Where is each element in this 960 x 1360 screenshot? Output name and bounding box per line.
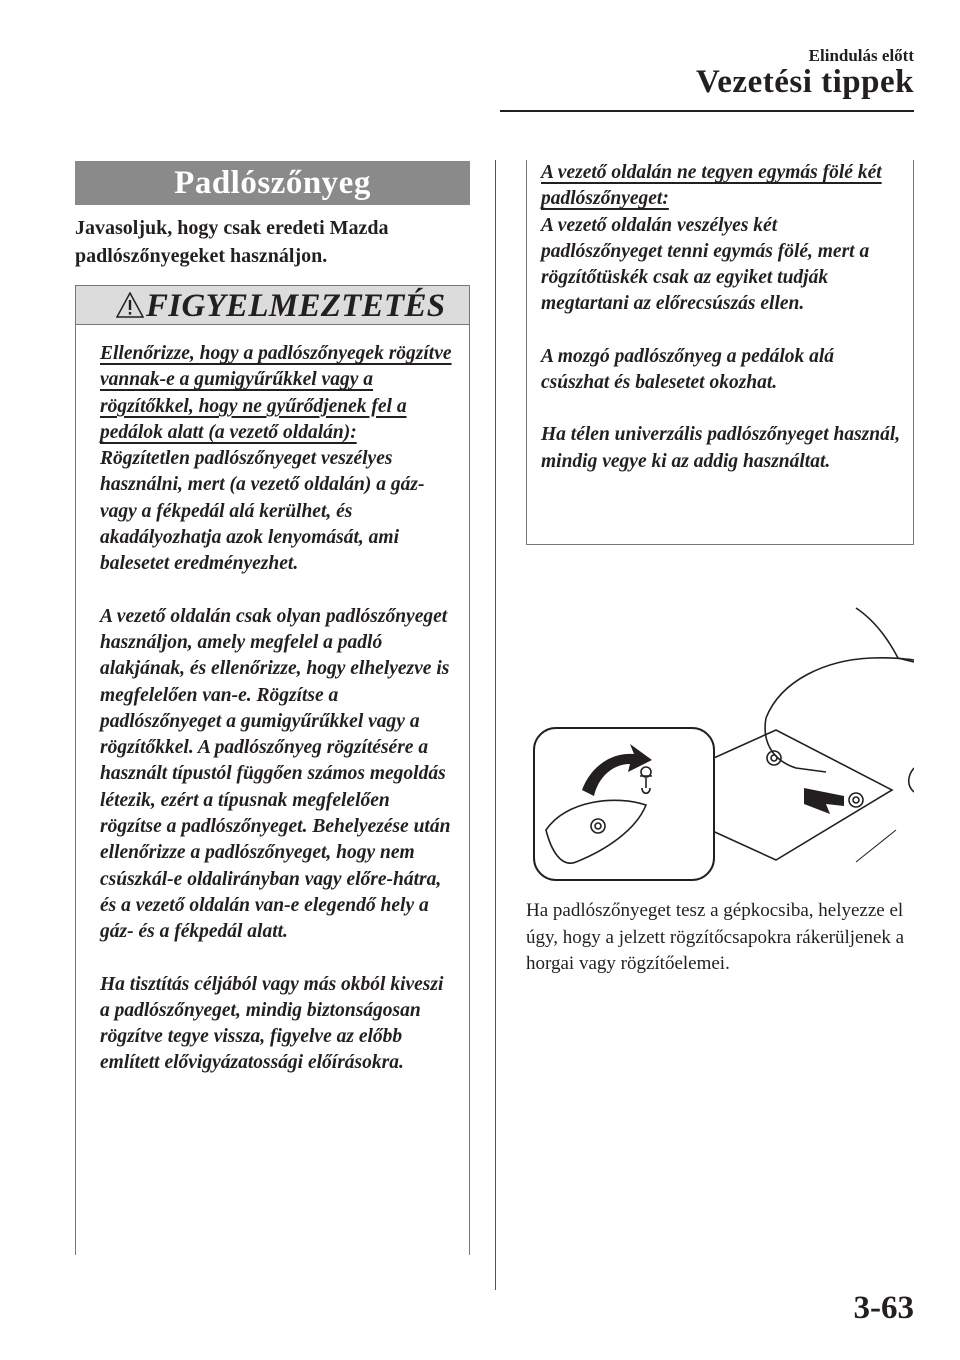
intro-text: Javasoljuk, hogy csak eredeti Mazda padlószőnyegeket használjon. — [75, 217, 389, 267]
header-rule — [500, 110, 914, 112]
chapter-header: Elindulás előtt — [808, 46, 914, 65]
page-number: 3-63 — [853, 1290, 914, 1326]
section-header: Vezetési tippek — [695, 64, 914, 100]
warning-paragraph-4: A vezető oldalán veszélyes két padlószőnyeget tenni egymás fölé, mert a rögzítőtüskék csak az egyiket tudják megtartani az előrecsúszás ellen. — [541, 214, 870, 315]
warning-paragraph-1: Rögzítetlen padlószőnyeget veszélyes használni, mert (a vezető oldalán) a gáz- vagy a fékpedál alá kerülhet, és akadályozhatja azok lenyomását, ami balesetet eredményezhet. — [100, 448, 425, 575]
warning-box-left — [75, 285, 470, 1255]
warning-title: FIGYELMEZTETÉS — [146, 288, 446, 324]
warning-body-right — [541, 160, 901, 501]
warning-triangle-icon — [116, 292, 144, 318]
section-title: Padlószőnyeg — [75, 161, 470, 205]
warning-box-right — [526, 160, 914, 545]
warning-heading-1: Ellenőrizze, hogy a padlószőnyegek rögzítve vannak-e a gumigyűrűkkel vagy a rögzítőkkel, hogy ne gyűrődjenek fel a pedálok alatt (a vezető oldalán): — [100, 343, 452, 443]
illustration-caption: Ha padlószőnyeget tesz a gépkocsiba, helyezze el úgy, hogy a jelzett rögzítőcsapokra rákerüljenek a horgai vagy rögzítőelemei. — [526, 900, 905, 974]
warning-paragraph-5: A mozgó padlószőnyeg a pedálok alá csúszhat és balesetet okozhat. — [541, 345, 835, 394]
warning-header — [76, 285, 469, 325]
warning-paragraph-2: A vezető oldalán csak olyan padlószőnyeget használjon, amely megfelel a padló alakjának, és ellenőrizze, hogy elhelyezve is megfelelően van-e. Rögzítse a padlószőnyeget a gumigyűrűkkel vagy a rögzítőkkel. A padlószőnyeg rögzítésére a használt típustól függően számos megoldás létezik, ezért a típusnak megfelelően rögzítse a padlószőnyeget. Behelyezése után ellenőrizze a padlószőnyeget, hogy nem csúszkál-e oldalirányban vagy előre-hátra, és a vezető oldalán van-e elegendő hely a gáz- és a fékpedál alatt. — [100, 605, 451, 943]
floor-mat-illustration — [526, 600, 914, 890]
warning-paragraph-3: Ha tisztítás céljából vagy más okból kiveszi a padlószőnyeget, mindig biztonságosan rögzítve tegye vissza, figyelve az előbb említett elővigyázatossági előírásokra. — [100, 973, 444, 1074]
warning-heading-2: A vezető oldalán ne tegyen egymás fölé két padlószőnyeget: — [541, 162, 882, 210]
column-divider — [495, 160, 496, 1290]
warning-paragraph-6: Ha télen univerzális padlószőnyeget használ, mindig vegye ki az addig használtat. — [541, 424, 901, 472]
warning-body-left — [100, 341, 455, 1103]
